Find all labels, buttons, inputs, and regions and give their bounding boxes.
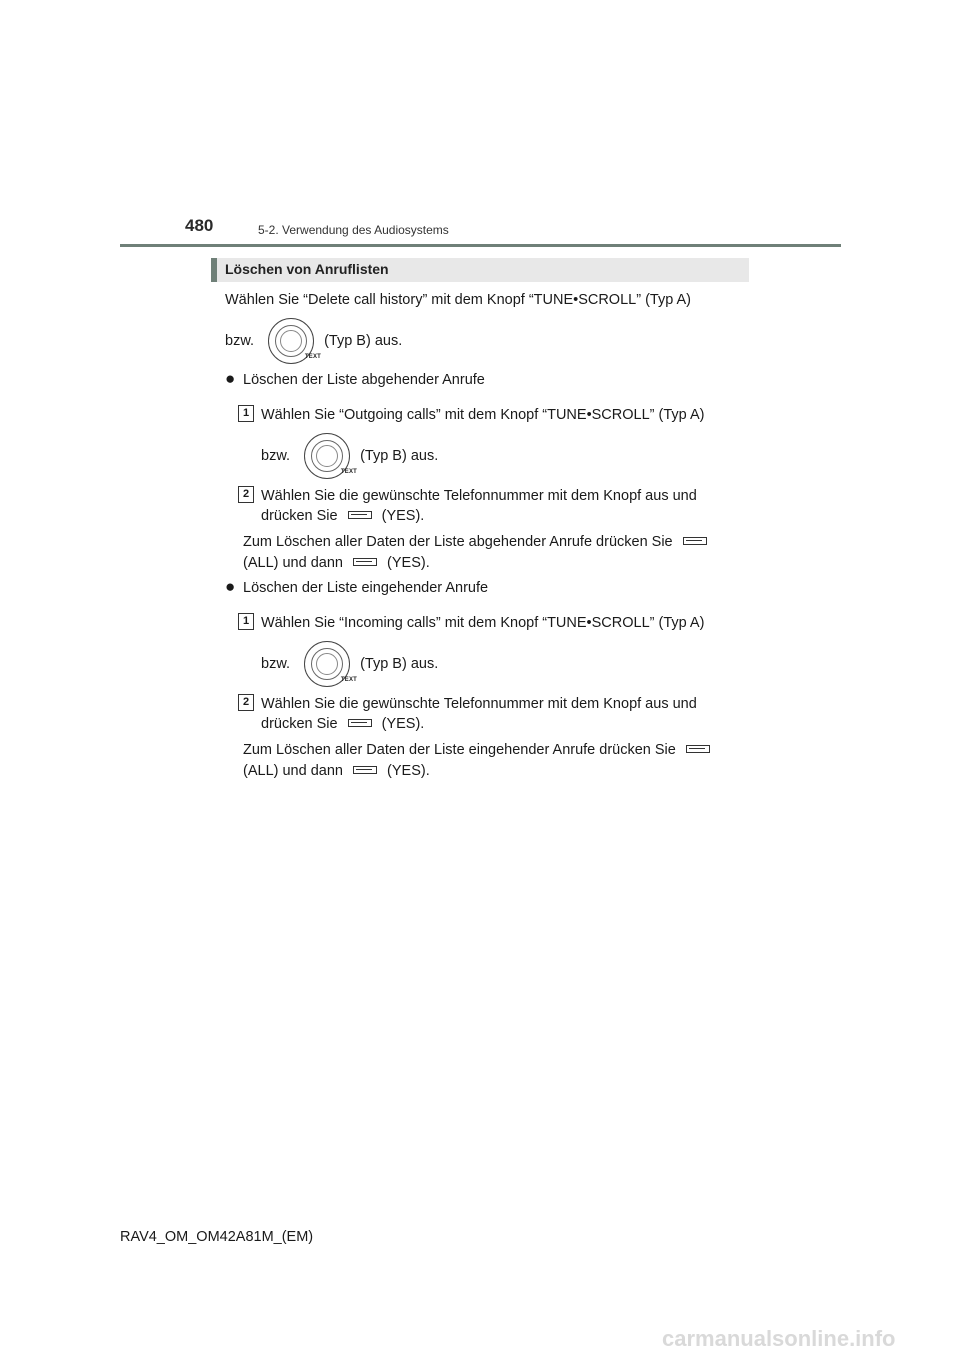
outgoing-step1-typ-b: (Typ B) aus. [360,447,439,464]
section-title: 5-2. Verwendung des Audiosystems [258,223,449,237]
incoming-step1-bzw-line [261,641,438,687]
tune-scroll-knob-icon [268,318,322,364]
section-heading-bar [211,258,749,282]
outgoing-note-line1 [243,532,707,552]
outgoing-step1-text: Wählen Sie “Outgoing calls” mit dem Knopf “TUNE•SCROLL” (Typ A) [261,407,705,423]
intro-bzw: bzw. [225,332,255,349]
knob-text-label: TEXT [340,469,358,475]
outgoing-note-line2 [243,553,430,573]
all-button-icon [683,537,707,545]
intro-bzw-line [225,318,402,364]
outgoing-step1-bzw: bzw. [261,447,291,464]
yes-button-icon [348,719,372,727]
outgoing-step2-pre: drücken Sie [261,508,338,524]
bullet-icon: ● [225,577,236,596]
page-number: 480 [185,216,214,235]
step-number-badge: 1 [238,405,254,422]
yes-button-icon [353,766,377,774]
incoming-note-text: Zum Löschen aller Daten der Liste eingehender Anrufe drücken Sie [243,742,676,758]
tune-scroll-knob-icon [304,641,358,687]
heading-accent [211,258,217,282]
outgoing-step2-text: Wählen Sie die gewünschte Telefonnummer mit dem Knopf aus und [261,488,697,504]
incoming-step2-text: Wählen Sie die gewünschte Telefonnummer mit dem Knopf aus und [261,696,697,712]
incoming-title: Löschen der Liste eingehender Anrufe [243,580,489,596]
outgoing-note-text: Zum Löschen aller Daten der Liste abgehender Anrufe drücken Sie [243,534,673,550]
incoming-note-post: (YES). [387,763,430,779]
outgoing-note-post: (YES). [387,555,430,571]
incoming-note-pre: (ALL) und dann [243,763,343,779]
incoming-step1-typ-b: (Typ B) aus. [360,655,439,672]
step-number-badge: 1 [238,613,254,630]
knob-text-label: TEXT [304,354,322,360]
intro-line: Wählen Sie “Delete call history” mit dem Knopf “TUNE•SCROLL” (Typ A) [225,292,691,308]
tune-scroll-knob-icon [304,433,358,479]
incoming-step2-post: (YES). [381,716,425,732]
intro-typ-b: (Typ B) aus. [324,332,403,349]
incoming-step1-text: Wählen Sie “Incoming calls” mit dem Knopf “TUNE•SCROLL” (Typ A) [261,615,705,631]
watermark: carmanualsonline.info [662,1326,896,1351]
all-button-icon [686,745,710,753]
document-footer: RAV4_OM_OM42A81M_(EM) [120,1229,314,1245]
incoming-step2-line2 [261,714,424,734]
yes-button-icon [353,558,377,566]
yes-button-icon [348,511,372,519]
step-number-badge: 2 [238,694,254,711]
outgoing-note-pre: (ALL) und dann [243,555,343,571]
outgoing-step2-post: (YES). [381,508,425,524]
bullet-icon: ● [225,369,236,388]
step-number-badge: 2 [238,486,254,503]
incoming-step2-pre: drücken Sie [261,716,338,732]
outgoing-title: Löschen der Liste abgehender Anrufe [243,372,485,388]
outgoing-step1-bzw-line [261,433,438,479]
incoming-note-line1 [243,740,710,760]
knob-text-label: TEXT [340,677,358,683]
incoming-step1-bzw: bzw. [261,655,291,672]
outgoing-step2-line2 [261,506,424,526]
section-heading: Löschen von Anruflisten [225,261,389,277]
header-divider [120,244,841,247]
incoming-note-line2 [243,761,430,781]
